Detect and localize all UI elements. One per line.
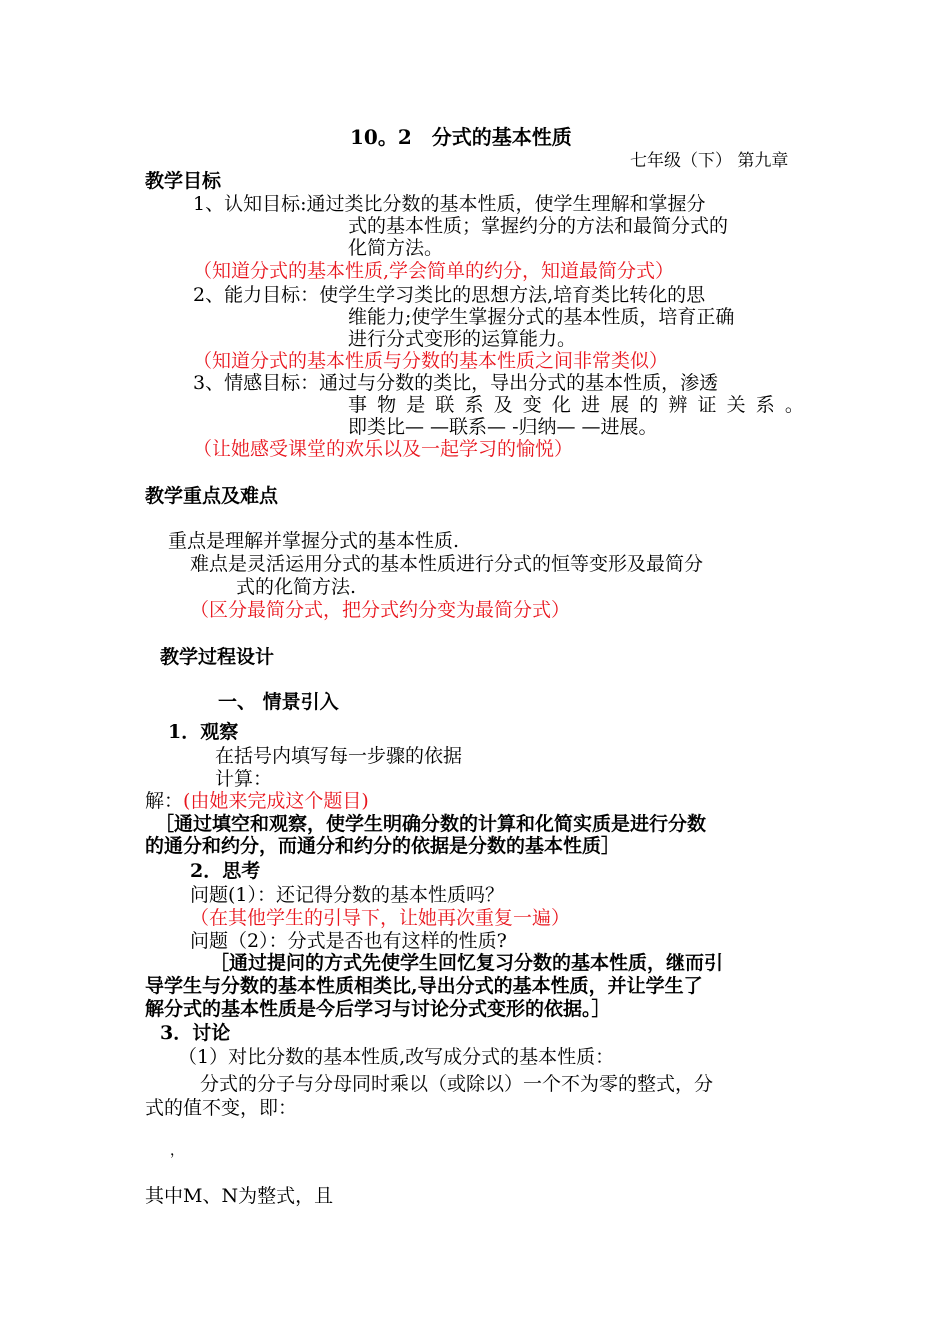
word: 事	[348, 394, 368, 416]
observe-line-1: 在括号内填写每一步骤的依据	[215, 745, 463, 767]
discuss-heading: 3．讨论	[160, 1022, 231, 1044]
think-bracket-line-2: 导学生与分数的基本性质相类比,导出分式的基本性质，并让学生了	[145, 975, 703, 997]
think-heading: 2．思考	[190, 860, 261, 882]
word: 展	[610, 394, 630, 416]
objective-1-note: （知道分式的基本性质,学会简单的约分，知道最简分式）	[193, 260, 675, 282]
think-question-1: 问题(1）：还记得分数的基本性质吗？	[190, 884, 505, 906]
word: 及	[493, 394, 513, 416]
objective-1-line-1: 1、认知目标:通过类比分数的基本性质，使学生理解和掌握分	[193, 193, 706, 215]
objective-3-note: （让她感受课堂的欢乐以及一起学习的愉悦）	[193, 438, 574, 460]
discuss-line-2: 分式的分子与分母同时乘以（或除以）一个不为零的整式，分	[200, 1073, 714, 1095]
word: 进	[581, 394, 601, 416]
process-heading: 教学过程设计	[160, 646, 275, 668]
observe-bracket-line-2: 的通分和约分，而通分和约分的依据是分数的基本性质］	[145, 835, 621, 857]
word: 系	[755, 394, 775, 416]
keypoint-line-2: 难点是灵活运用分式的基本性质进行分式的恒等变形及最简分	[190, 553, 704, 575]
objective-2-line-1: 2、能力目标：使学生学习类比的思想方法,培育类比转化的思	[193, 284, 706, 306]
keypoint-note: （区分最简分式，把分式约分变为最简分式）	[190, 599, 571, 621]
word: 是	[406, 394, 426, 416]
objective-2-line-3: 进行分式变形的运算能力。	[348, 328, 577, 350]
word: 辨	[668, 394, 688, 416]
objective-2-note: （知道分式的基本性质与分数的基本性质之间非常类似）	[193, 350, 669, 372]
page-subtitle: 七年级（下） 第九章	[630, 151, 789, 171]
word: 物	[377, 394, 397, 416]
observe-line-2: 计算：	[215, 768, 273, 790]
word: 化	[551, 394, 571, 416]
objective-1-line-3: 化简方法。	[348, 237, 444, 259]
discuss-line-1: （1）对比分数的基本性质,改写成分式的基本性质：	[178, 1046, 615, 1068]
word: 。	[784, 394, 804, 416]
word: 的	[639, 394, 659, 416]
observe-heading: 1．观察	[168, 721, 239, 743]
discuss-line-3: 式的值不变，即：	[145, 1097, 298, 1119]
think-question-1-note: （在其他学生的引导下，让她再次重复一遍）	[190, 907, 571, 929]
word: 变	[522, 394, 542, 416]
observe-bracket-line-1: ［通过填空和观察，使学生明确分数的计算和化简实质是进行分数	[155, 813, 707, 835]
discuss-line-4: 其中M、N为整式，且	[145, 1185, 334, 1207]
objective-1-line-2: 式的基本性质；掌握约分的方法和最简分式的	[348, 215, 729, 237]
answer-label: 解：	[145, 790, 184, 812]
think-question-2: 问题（2）：分式是否也有这样的性质?	[190, 930, 507, 952]
keypoint-line-1: 重点是理解并掌握分式的基本性质.	[168, 530, 460, 552]
keypoints-heading: 教学重点及难点	[145, 485, 279, 507]
word: 系	[464, 394, 484, 416]
objective-3-line-1: 3、情感目标：通过与分数的类比，导出分式的基本性质，渗透	[193, 372, 719, 394]
think-bracket-line-3: 解分式的基本性质是今后学习与讨论分式变形的依据。］	[145, 998, 611, 1020]
keypoint-line-3: 式的化简方法.	[236, 576, 357, 598]
word: 关	[726, 394, 746, 416]
word: 联	[435, 394, 455, 416]
objective-2-line-2: 维能力;使学生掌握分式的基本性质，培育正确	[348, 306, 735, 328]
objectives-heading: 教学目标	[145, 170, 222, 192]
objective-3-line-2	[348, 394, 804, 416]
section-1-heading: 一、 情景引入	[218, 691, 339, 713]
think-bracket-line-1: ［通过提问的方式先使学生回忆复习分数的基本性质，继而引	[210, 952, 724, 974]
observe-answer	[145, 790, 369, 812]
page-title: 10。2 分式的基本性质	[350, 125, 572, 149]
word: 证	[697, 394, 717, 416]
answer-note: (由她来完成这个题目)	[183, 790, 369, 812]
objective-3-line-3: 即类比— —联系— -归纳— —进展。	[348, 416, 658, 438]
discuss-comma: ，	[170, 1143, 184, 1159]
